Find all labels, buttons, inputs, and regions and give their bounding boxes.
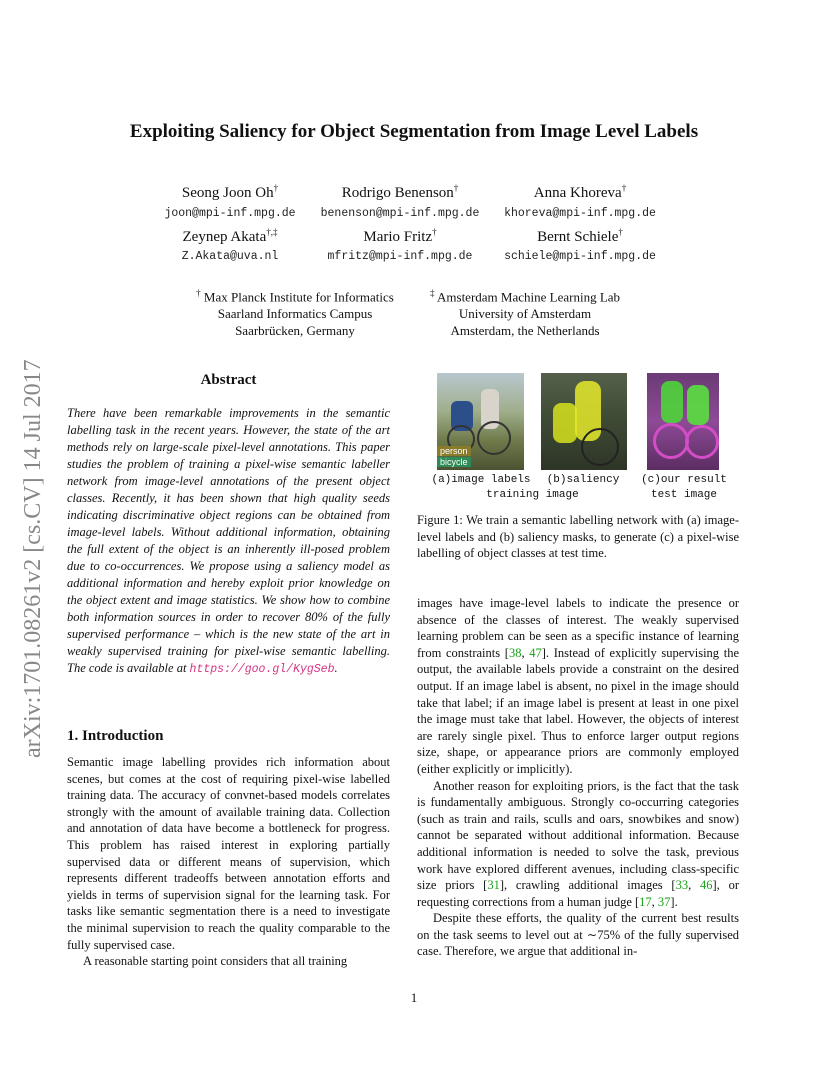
author-name: Anna Khoreva† bbox=[533, 183, 627, 201]
author-name: Rodrigo Benenson† bbox=[341, 183, 459, 201]
author-email: schiele@mpi-inf.mpg.de bbox=[504, 250, 656, 263]
figure-sublabel-training: training image bbox=[486, 489, 579, 501]
figure-label-a: (a)image labels bbox=[431, 474, 531, 486]
author-email: benenson@mpi-inf.mpg.de bbox=[320, 207, 480, 220]
paragraph: A reasonable starting point considers that all training bbox=[83, 954, 348, 969]
paragraph: Another reason for exploiting priors, is the fact that the task is fundamentally ambiguous. Strongly co-occurring categories (such as train and rails, sculls and oars, snowbikes and snow) cannot be separated without additional information. Because additional information is needed to solve the task, previous work have explored different avenues, including class-specific size priors [31], crawling additional images [33, 46], or requesting corrections from a human judge [17, 37]. bbox=[417, 778, 740, 909]
author-name: Seong Joon Oh† bbox=[181, 183, 279, 201]
intro-text-left bbox=[67, 754, 390, 970]
page-number: 1 bbox=[410, 990, 418, 1005]
citation-link[interactable]: 46 bbox=[700, 878, 713, 893]
author-name: Mario Fritz† bbox=[363, 227, 437, 245]
author-name: Bernt Schiele† bbox=[537, 227, 623, 245]
paragraph: images have image-level labels to indicate the presence or absence of the classes of interest. The weakly supervised learning problem can be seen as a specific instance of learning from constraints [38, 47]. Instead of explicitly supervising the output, the available labels provide a constraint on the desired output. If an image label is absent, no pixel in the image should take that label; if an image label is present at least in one pixel the image must take that label. However, the objects of interest are rarely single pixel. Thus to enforce larger output regions size, shape, or appearance priors are commonly employed (either explicitly or implicitly). bbox=[417, 596, 739, 776]
figure-label-b: (b)saliency bbox=[546, 474, 620, 486]
arxiv-id: arXiv:1701.08261v2 [cs.CV] 14 Jul 2017 bbox=[20, 359, 46, 758]
tag-bicycle: bicycle bbox=[437, 457, 471, 467]
arxiv-stamp bbox=[12, 300, 46, 760]
figure-caption: Figure 1: We train a semantic labelling network with (a) image-level labels and (b) saliency masks, to generate (c) a pixel-wise labelling of object classes at test time. bbox=[417, 513, 739, 561]
paragraph: Despite these efforts, the quality of the current best results on the task seems to level out at ∼75% of the fully supervised case. Therefore, we argue that additional in- bbox=[417, 911, 739, 959]
citation-link[interactable]: 17 bbox=[639, 894, 652, 909]
figure-sublabel-test: test image bbox=[650, 489, 717, 501]
citation-link[interactable]: 37 bbox=[657, 894, 671, 909]
figure-image-c bbox=[647, 373, 719, 470]
abstract-heading: Abstract bbox=[200, 372, 257, 388]
affiliation-amsterdam: ‡ Amsterdam Machine Learning Lab University of Amsterdam Amsterdam, the Netherlands bbox=[429, 288, 621, 339]
author-email: joon@mpi-inf.mpg.de bbox=[164, 207, 296, 220]
section-heading: 1. Introduction bbox=[67, 728, 164, 744]
code-link[interactable]: https://goo.gl/KygSeb bbox=[189, 663, 335, 676]
affiliation-mpi: † Max Planck Institute for Informatics Saarland Informatics Campus Saarbrücken, Germany bbox=[196, 288, 394, 339]
author-email: khoreva@mpi-inf.mpg.de bbox=[504, 207, 656, 220]
tag-person: person bbox=[437, 446, 471, 456]
author-email: Z.Akata@uva.nl bbox=[181, 250, 279, 263]
intro-text-right bbox=[417, 595, 739, 960]
abstract-text: There have been remarkable improvements in the semantic labelling task in the recent years. However, the state of the art methods rely on large-scale pixel-level annotations. This paper studies the problem of training a pixel-wise semantic labeller network from image-level annotations of the present object classes. Recently, it has been shown that high quality seeds indicating discriminative object regions can be obtained from image-level labels. Without additional information, obtaining the full extent of the object is an inherently ill-posed problem due to co-occurrences. We propose using a saliency model as additional information and hereby exploit prior knowledge on the object extent and image statistics. We show how to combine both information sources in order to recover 80% of the fully supervised performance – which is the new state of the art in weakly supervised training for pixel-wise semantic labelling. The code is available at https://goo.gl/KygSeb. bbox=[67, 406, 390, 676]
paper-title: Exploiting Saliency for Object Segmentation from Image Level Labels bbox=[129, 121, 699, 142]
figure-image-a bbox=[437, 373, 524, 470]
citation-link[interactable]: 38 bbox=[508, 645, 522, 660]
author-name: Zeynep Akata†,‡ bbox=[182, 227, 278, 245]
citation-link[interactable]: 31 bbox=[487, 878, 500, 893]
author-email: mfritz@mpi-inf.mpg.de bbox=[327, 250, 473, 263]
citation-link[interactable]: 47 bbox=[529, 645, 542, 660]
figure-label-c: (c)our result bbox=[641, 474, 727, 486]
figure-image-b bbox=[541, 373, 627, 470]
citation-link[interactable]: 33 bbox=[675, 878, 689, 893]
paragraph: Semantic image labelling provides rich information about scenes, but comes at the cost of requiring pixel-wise labelled training data. The accuracy of convnet-based models correlates strongly with the amount of available training data. Collection and annotation of data have become a bottleneck for progress. This problem has raised interest in exploring partially supervised data or different means of supervision, which represents different tradeoffs between annotation efforts and yields in terms of supervision signal for the learning task. For tasks like semantic segmentation there is a need to investigate the minimal supervision to reach the quality comparable to the fully supervised case. bbox=[67, 755, 390, 952]
